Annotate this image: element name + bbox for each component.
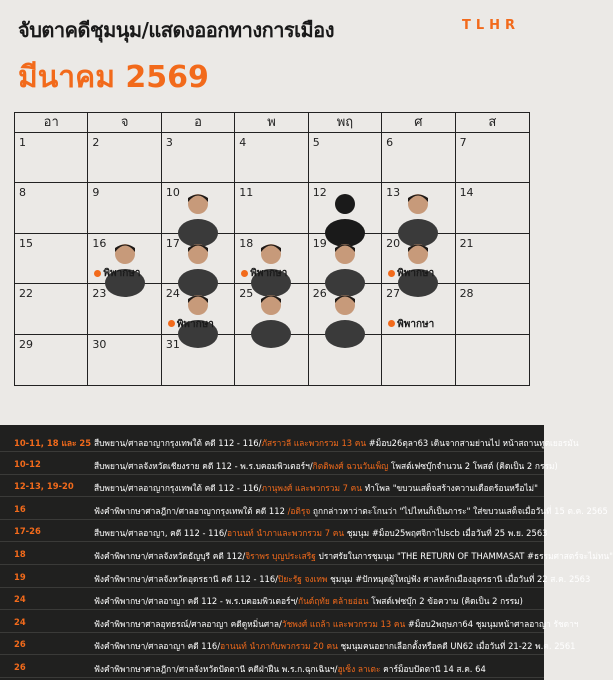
day-number: 21	[459, 236, 474, 250]
day-number: 10	[165, 186, 180, 200]
event-text: สืบพยาน/ศาลอาญากรุงเทพใต้ คดี 112 - 116/	[94, 438, 262, 448]
tlhr-logo: TLHR	[462, 18, 521, 33]
defendant-name: ปิยะรัฐ จงเทพ	[278, 573, 328, 584]
day-header: อา	[15, 113, 88, 133]
day-header: พ	[235, 113, 308, 133]
orange-dot-icon	[388, 270, 395, 277]
calendar-day-cell	[88, 335, 161, 385]
calendar-day-cell	[235, 133, 308, 183]
event-text: ฟังคำพิพากษาศาลฎีกา/ศาลจังหวัดปัตตานี คดีฝ่าฝืน พ.ร.ก.ฉุกเฉินฯ/	[94, 664, 338, 674]
event-text: ฟังคำพิพากษา/ศาลจังหวัดอุดรธานี คดี 112 - 116/	[94, 573, 279, 584]
calendar-day-cell	[382, 183, 455, 233]
calendar-day-cell	[235, 183, 308, 233]
event-text: โพสต์เฟซบุ๊ก 2 ข้อความ (คิดเป็น 2 กรรม)	[368, 596, 523, 607]
calendar-day-cell	[309, 133, 382, 183]
event-date: 26	[14, 639, 26, 650]
verdict-tag	[388, 266, 434, 281]
event-date: 24	[14, 616, 26, 627]
event-date: 10-12	[14, 458, 41, 469]
calendar-day-cell	[88, 183, 161, 233]
calendar-day-cell	[162, 335, 235, 385]
verdict-tag	[94, 266, 140, 281]
event-row	[0, 430, 579, 452]
event-date: 18	[14, 549, 26, 559]
day-number: 4	[239, 136, 247, 149]
calendar-day-cell	[382, 234, 455, 284]
event-text: ทำโพล "ขบวนเสด็จสร้างความเดือดร้อนหรือไม่"	[362, 483, 538, 494]
event-text: ชุมนุมคนอยากเลือกตั้งหรือคดี UN62 เมื่อวันที่ 21-22 พ.ค. 2561	[337, 641, 576, 652]
day-number: 13	[386, 186, 401, 200]
day-number: 29	[19, 337, 33, 351]
calendar-day-cell	[382, 133, 455, 183]
calendar-day-cell	[235, 234, 308, 284]
event-description	[94, 572, 590, 586]
event-row	[0, 543, 613, 565]
calendar-day-cell	[382, 335, 455, 385]
day-number: 7	[459, 136, 467, 149]
defendant-name: กันต์ฤทัย คล้ายอ่อน	[298, 596, 369, 607]
day-number: 31	[165, 337, 180, 351]
calendar-day-cell	[456, 183, 529, 233]
day-number: 12	[312, 186, 327, 200]
event-row	[0, 453, 558, 475]
calendar-grid	[14, 112, 530, 386]
verdict-tag	[168, 317, 214, 332]
person-photo	[323, 187, 367, 233]
defendant-name: ภานุพงศ์ และพวกรวม 7 คน	[261, 483, 362, 494]
event-text: คาร์ม็อบปัตตานี 14 ส.ค. 64	[380, 664, 486, 674]
event-description	[94, 481, 538, 495]
event-text: ฟังคำพิพากษา/ศาลอาญา คดี 116/	[94, 641, 221, 652]
day-number: 9	[92, 186, 100, 200]
defendant-name: ฮูเซ็ง ลาเตะ	[337, 664, 381, 674]
event-text: สืบพยาน/ศาลอาญากรุงเทพใต้ คดี 112 - 116/	[94, 483, 262, 494]
event-row	[0, 656, 544, 678]
calendar-day-cell	[15, 234, 88, 284]
event-text: #ม็อบ26ตุลา63 เดินจากสามย่านไป หน้าสถานทูตเยอรมัน	[366, 438, 579, 448]
day-number: 18	[239, 236, 254, 250]
event-row	[0, 475, 544, 497]
event-description	[94, 617, 579, 631]
person-photo	[176, 237, 220, 283]
calendar-day-cell	[309, 335, 382, 385]
day-number: 5	[312, 136, 320, 149]
event-text: ฟังคำพิพากษาศาลอุทธรณ์/ศาลอาญา คดีดูหมิ่นศาล/	[94, 618, 282, 629]
calendar-day-cell	[15, 183, 88, 233]
defendant-name: /อติรุจ	[287, 505, 311, 516]
calendar-day-cell	[88, 234, 161, 284]
verdict-tag-label: พิพากษา	[103, 268, 141, 280]
event-description	[94, 436, 579, 450]
calendar-day-cell	[15, 284, 88, 334]
day-number: 22	[19, 287, 33, 301]
day-number: 23	[92, 287, 107, 301]
day-number: 25	[239, 287, 254, 301]
day-header: ศ	[382, 113, 455, 133]
calendar-day-cell	[456, 335, 529, 385]
day-number: 14	[459, 186, 474, 200]
person-photo	[323, 288, 367, 334]
calendar-day-cell	[15, 133, 88, 183]
calendar-day-cell	[309, 183, 382, 233]
day-number: 1	[19, 136, 26, 149]
event-row	[0, 498, 608, 520]
verdict-tag-label: พิพากษา	[397, 268, 435, 280]
day-number: 17	[165, 236, 180, 250]
event-text: ฟังคำพิพากษา/ศาลอาญา คดี 112 - พ.ร.บคอมพิวเตอร์ฯ/	[94, 596, 298, 607]
event-description	[94, 594, 523, 608]
day-number: 20	[386, 236, 401, 250]
person-photo	[176, 187, 220, 233]
event-text: ฟังคำพิพากษาศาลฎีกา/ศาลอาญากรุงเทพใต้ คดี 112	[94, 505, 288, 516]
day-number: 11	[239, 186, 254, 200]
calendar-day-cell	[88, 133, 161, 183]
event-row	[0, 588, 544, 610]
orange-dot-icon	[388, 320, 395, 327]
day-number: 30	[92, 337, 107, 351]
event-description	[94, 526, 548, 540]
event-date: 26	[14, 662, 26, 672]
defendant-name: กิตติพงศ์ ฉวนวันเพ็ญ	[312, 460, 389, 471]
calendar-day-cell	[88, 284, 161, 334]
day-number: 16	[92, 236, 107, 250]
day-number: 8	[19, 186, 26, 200]
event-description	[94, 459, 558, 473]
event-date: 12-13, 19-20	[14, 481, 74, 492]
day-header: พฤ	[309, 113, 382, 133]
orange-dot-icon	[168, 320, 175, 327]
event-row	[0, 520, 548, 542]
calendar-day-cell	[15, 335, 88, 385]
event-text: #ม็อบ2พฤษภา64 ชุมนุมหน้าศาลอาญา รัชดาฯ	[405, 618, 579, 629]
day-number: 26	[312, 287, 327, 301]
defendant-name: จิราพร บุญประเสริฐ	[245, 551, 316, 561]
defendant-name: อานนท์ นำภากับพวกรวม 20 คน	[220, 641, 338, 652]
day-number: 27	[386, 287, 401, 301]
events-list	[0, 425, 613, 680]
calendar-day-cell	[162, 183, 235, 233]
day-number: 2	[92, 136, 100, 149]
day-number: 28	[459, 287, 474, 301]
day-number: 19	[312, 236, 327, 250]
day-number: 15	[19, 236, 33, 250]
day-number: 24	[165, 287, 180, 301]
day-header: อ	[162, 113, 235, 133]
calendar-day-cell	[309, 234, 382, 284]
verdict-tag	[388, 317, 434, 332]
event-date: 17-26	[14, 526, 41, 537]
orange-dot-icon	[241, 270, 248, 277]
calendar-day-cell	[456, 133, 529, 183]
event-date: 10-11, 18 และ 25	[14, 438, 92, 448]
calendar-day-cell	[162, 133, 235, 183]
event-date: 24	[14, 594, 26, 605]
day-header: ส	[456, 113, 529, 133]
calendar-day-cell	[162, 284, 235, 334]
event-description	[94, 662, 486, 676]
calendar-day-cell	[456, 234, 529, 284]
event-text: โพสต์เฟซบุ๊กจำนวน 2 โพสต์ (คิดเป็น 2 กรรม)	[388, 460, 558, 471]
person-photo	[323, 237, 367, 283]
person-photo	[396, 187, 440, 233]
defendant-name: วัชพงศ์ แถล้า และพวกรวม 13 คน	[281, 618, 406, 629]
event-text: ฟังคำพิพากษา/ศาลจังหวัดธัญบุรี คดี 112/	[94, 551, 246, 561]
verdict-tag-label: พิพากษา	[397, 318, 435, 330]
event-date: 16	[14, 503, 26, 514]
calendar-day-cell	[235, 284, 308, 334]
calendar-day-cell	[309, 284, 382, 334]
event-row	[0, 633, 576, 655]
verdict-tag-label: พิพากษา	[176, 318, 214, 330]
day-header: จ	[88, 113, 161, 133]
event-text: ชุมนุม #ม็อบ25พฤศจิกาไปscb เมื่อวันที่ 25 พ.ย. 2563	[344, 528, 548, 539]
event-date: 19	[14, 571, 26, 582]
page-title: จับตาคดีชุมนุม/แสดงออกทางการเมือง	[18, 18, 334, 42]
event-text: ปราศรัยในการชุมนุม "THE RETURN OF THAMMASAT #ธรรมศาสตร์จะไม่ทน"	[315, 551, 613, 561]
calendar-day-cell	[382, 284, 455, 334]
header	[0, 0, 544, 110]
event-description	[94, 549, 613, 563]
event-row	[0, 566, 591, 588]
defendant-name: ภัสราวลี และพวกรวม 13 คน	[261, 438, 367, 448]
event-text: สืบพยาน/ศาลจังหวัดเชียงราย คดี 112 - พ.ร.บคอมพิวเตอร์ฯ/	[94, 460, 313, 471]
event-text: ถูกกล่าวหาว่าตะโกนว่า "ไปไหนก็เป็นภาระ" ใส่ขบวนเสด็จเมื่อวันที่ 15 ต.ค. 2565	[310, 505, 608, 516]
defendant-name: อานนท์ นำภาและพวกรวม 7 คน	[227, 528, 345, 539]
verdict-tag-label: พิพากษา	[250, 268, 288, 280]
event-description	[94, 504, 608, 518]
event-description	[94, 639, 576, 653]
verdict-tag	[241, 266, 287, 281]
event-text: ชุมนุม #ปักหมุดผู้ใหญ่ฟัง ศาลหลักเมืองอุดรธานี เมื่อวันที่ 22 ส.ค. 2563	[327, 573, 591, 584]
event-row	[0, 611, 579, 633]
calendar-day-cell	[456, 284, 529, 334]
person-photo	[249, 288, 293, 334]
calendar-day-cell	[162, 234, 235, 284]
month-title: มีนาคม 2569	[18, 60, 209, 95]
calendar-day-cell	[235, 335, 308, 385]
orange-dot-icon	[94, 270, 101, 277]
day-number: 3	[165, 136, 173, 149]
event-text: สืบพยาน/ศาลอาญา, คดี 112 - 116/	[94, 528, 227, 539]
day-number: 6	[386, 136, 394, 149]
